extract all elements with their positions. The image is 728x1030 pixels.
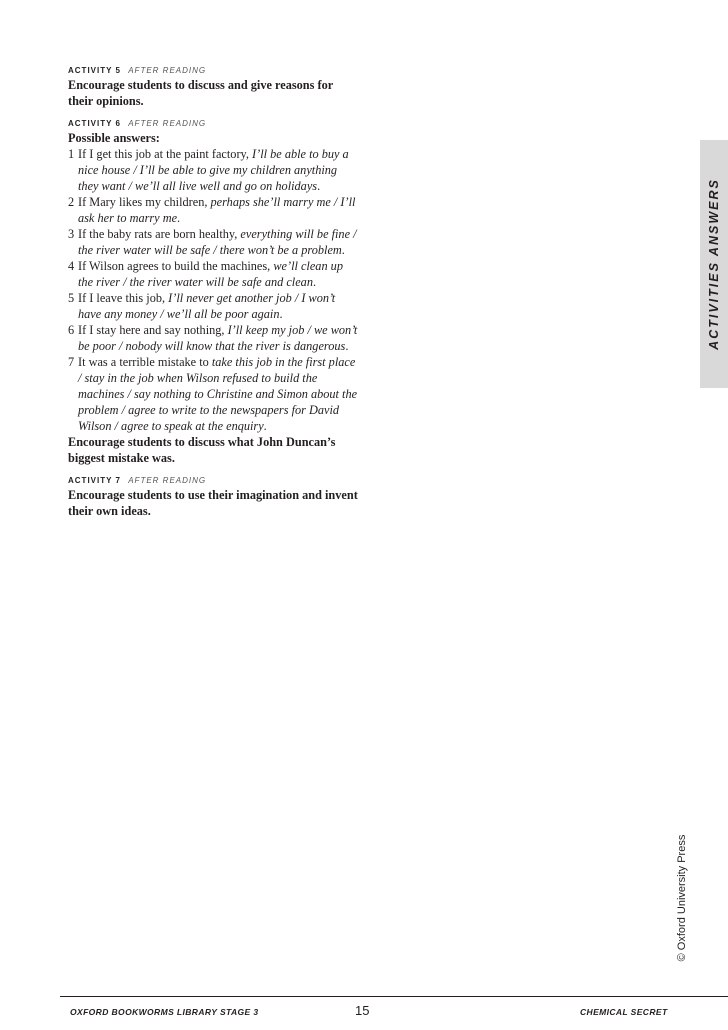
answer-item-7: [68, 354, 358, 434]
answer-number: 4: [68, 259, 75, 273]
answer-end: .: [317, 179, 321, 193]
activity-7-text: Encourage students to use their imagination and invent their own ideas.: [68, 488, 358, 518]
answer-item-2: [68, 194, 358, 226]
answer-italic-text: we’ll clean up the river / the river water will be safe and clean: [78, 259, 343, 289]
answer-end: .: [177, 211, 181, 225]
activities-content: [68, 66, 358, 529]
answer-number: 3: [68, 227, 75, 241]
answer-number: 7: [68, 355, 75, 369]
answer-italic-text: I’ll keep my job / we won’t be poor / nobody will know that the river is dangerous: [78, 323, 358, 353]
answer-number: 5: [68, 291, 75, 305]
answer-italic-text: perhaps she’ll marry me / I’ll ask her to marry me: [78, 195, 356, 225]
answer-text: If the baby rats are born healthy,: [78, 227, 241, 241]
answer-end: .: [312, 275, 317, 289]
answer-text: If I leave this job,: [78, 291, 169, 305]
activity-5-heading: [68, 66, 358, 75]
activity-6-heading: [68, 119, 358, 128]
page-number: 15: [355, 1003, 370, 1018]
answer-item-1: [68, 146, 358, 194]
answer-item-4: [68, 258, 358, 290]
series-title: OXFORD BOOKWORMS LIBRARY STAGE 3: [70, 1007, 259, 1017]
answer-italic-text: everything will be fine / the river water will be safe / there won’t be a problem: [78, 227, 357, 257]
activity-5-section: [68, 66, 358, 109]
answers-list: [68, 146, 358, 434]
activity-7-subheading: AFTER READING: [128, 476, 207, 485]
answer-italic-text: I’ll never get another job / I won’t have any money / we’ll all be poor again: [78, 291, 336, 321]
answer-text: It was a terrible mistake to: [78, 355, 212, 369]
answer-item-5: [68, 290, 358, 322]
activity-7-section: [68, 476, 358, 519]
answer-number: 6: [68, 323, 75, 337]
answer-end: .: [345, 339, 349, 353]
footer-divider: [60, 996, 728, 997]
answer-item-3: [68, 226, 358, 258]
activity-5-subheading: AFTER READING: [128, 66, 207, 75]
answer-end: .: [341, 243, 345, 257]
answer-text: If I stay here and say nothing,: [78, 323, 228, 337]
activity-5-text: Encourage students to discuss and give reasons for their opinions.: [68, 78, 333, 108]
activity-6-subheading: AFTER READING: [128, 119, 207, 128]
activity-7-label: ACTIVITY 7: [68, 476, 121, 485]
answer-italic-text: take this job in the first place / stay in the job when Wilson refused to build the machines / say nothing to Christine and Simon about the problem / agree to write to the newspapers for David Wilson / agree to speak at the enquiry: [78, 355, 358, 433]
side-tab-label: ACTIVITIES ANSWERS: [707, 178, 721, 350]
activity-6-section: [68, 119, 358, 466]
book-title: CHEMICAL SECRET: [580, 1007, 668, 1017]
copyright-notice: © Oxford University Press: [676, 834, 688, 962]
answer-italic-text: I’ll be able to buy a nice house / I’ll be able to give my children anything they want / we’ll all live well and go on holidays: [78, 147, 349, 193]
possible-answers-heading: Possible answers:: [68, 131, 160, 145]
answer-number: 2: [68, 195, 75, 209]
answer-text: If Wilson agrees to build the machines,: [78, 259, 274, 273]
activity-6-label: ACTIVITY 6: [68, 119, 121, 128]
answer-end: .: [279, 307, 283, 321]
answer-text: If Mary likes my children,: [78, 195, 211, 209]
activity-7-heading: [68, 476, 358, 485]
answer-number: 1: [68, 147, 75, 161]
answer-end: .: [263, 419, 267, 433]
answer-text: If I get this job at the paint factory,: [78, 147, 253, 161]
activity-6-closing: Encourage students to discuss what John Duncan’s biggest mistake was.: [68, 435, 336, 465]
answer-item-6: [68, 322, 358, 354]
activity-5-label: ACTIVITY 5: [68, 66, 121, 75]
